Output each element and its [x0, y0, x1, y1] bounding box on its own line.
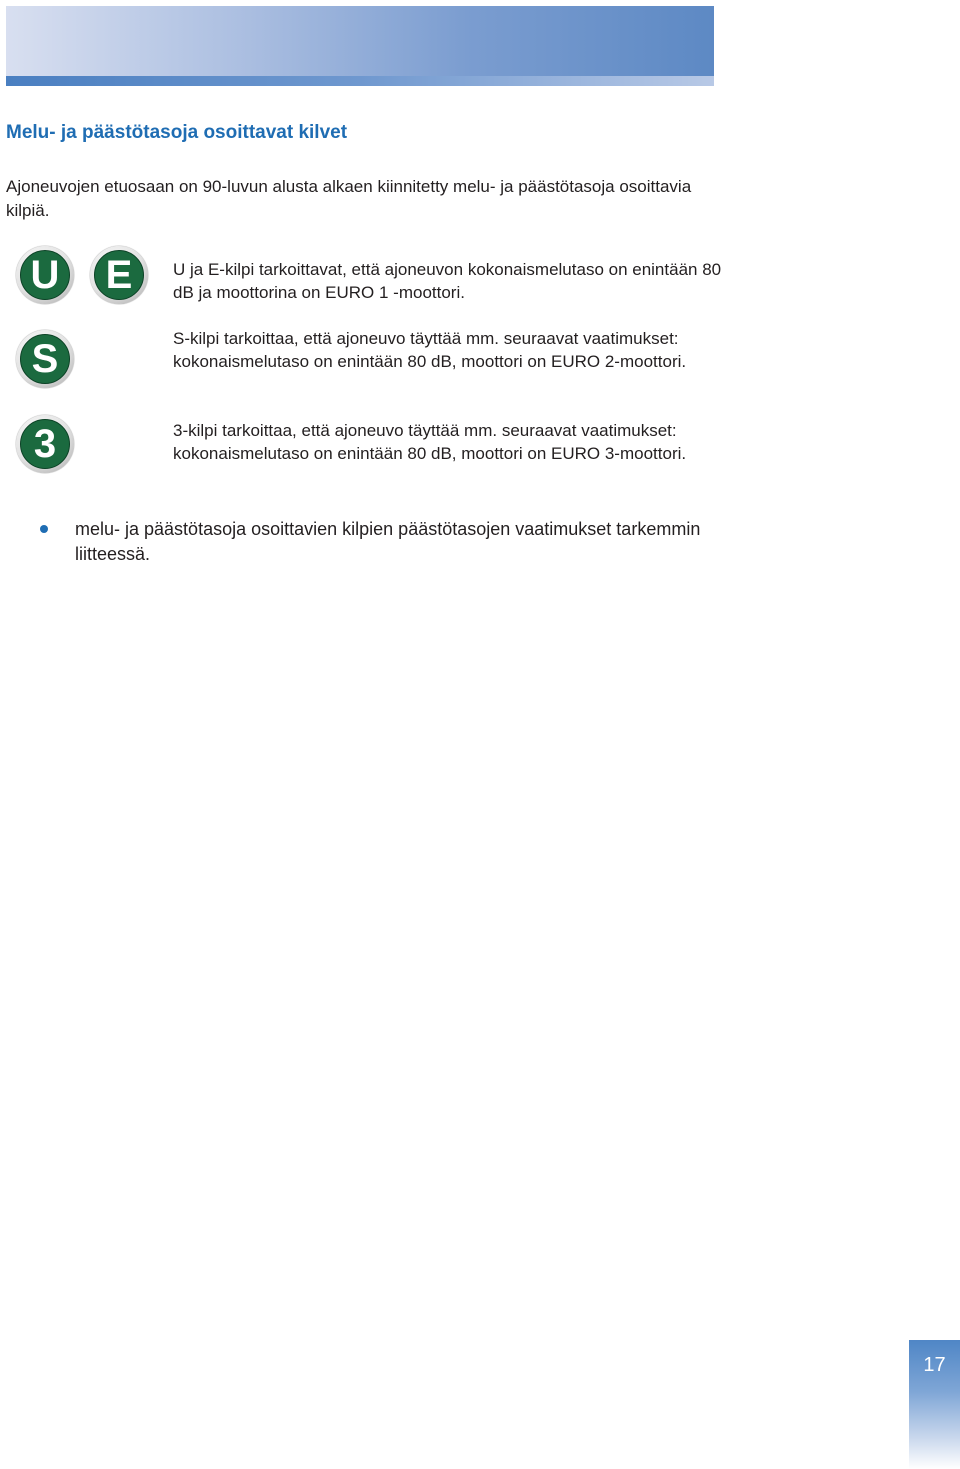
u-plate-letter: U: [20, 250, 70, 300]
page-number: 17: [923, 1354, 946, 1376]
e-plate-icon: [90, 246, 148, 304]
three-plate-icon: [16, 415, 74, 473]
bullet-icon: [40, 525, 48, 533]
header-strip: [6, 76, 714, 86]
header-banner: [6, 6, 714, 76]
plate-row-ue: [16, 246, 148, 304]
plate-row-3: [16, 415, 74, 473]
e-plate-letter: E: [94, 250, 144, 300]
s-plate-icon: [16, 330, 74, 388]
s-plate-description: S-kilpi tarkoittaa, että ajoneuvo täyttää mm. seuraavat vaatimukset: kokonaismelutaso on enintään 80 dB, moottori on EURO 2-moottori.: [173, 329, 687, 371]
ue-plate-description: U ja E-kilpi tarkoittavat, että ajoneuvon kokonaismelutaso on enintään 80 dB ja moottorina on EURO 1 -moottori.: [173, 260, 722, 302]
plate-row-s: [16, 330, 74, 388]
three-plate-description: 3-kilpi tarkoittaa, että ajoneuvo täyttää mm. seuraavat vaatimukset: kokonaismelutaso on enintään 80 dB, moottori on EURO 3-moottori.: [173, 421, 687, 463]
three-plate-letter: 3: [20, 419, 70, 469]
bullet-list: [38, 517, 718, 567]
intro-paragraph: Ajoneuvojen etuosaan on 90-luvun alusta alkaen kiinnitetty melu- ja päästötasoja osoittavia kilpiä.: [6, 177, 692, 220]
u-plate-icon: [16, 246, 74, 304]
section-title: Melu- ja päästötasoja osoittavat kilvet: [6, 122, 348, 143]
bullet-text: melu- ja päästötasoja osoittavien kilpien päästötasojen vaatimukset tarkemmin liitteessä.: [75, 519, 701, 564]
s-plate-letter: S: [20, 334, 70, 384]
page-number-box: [909, 1340, 960, 1469]
list-item: [38, 517, 718, 567]
